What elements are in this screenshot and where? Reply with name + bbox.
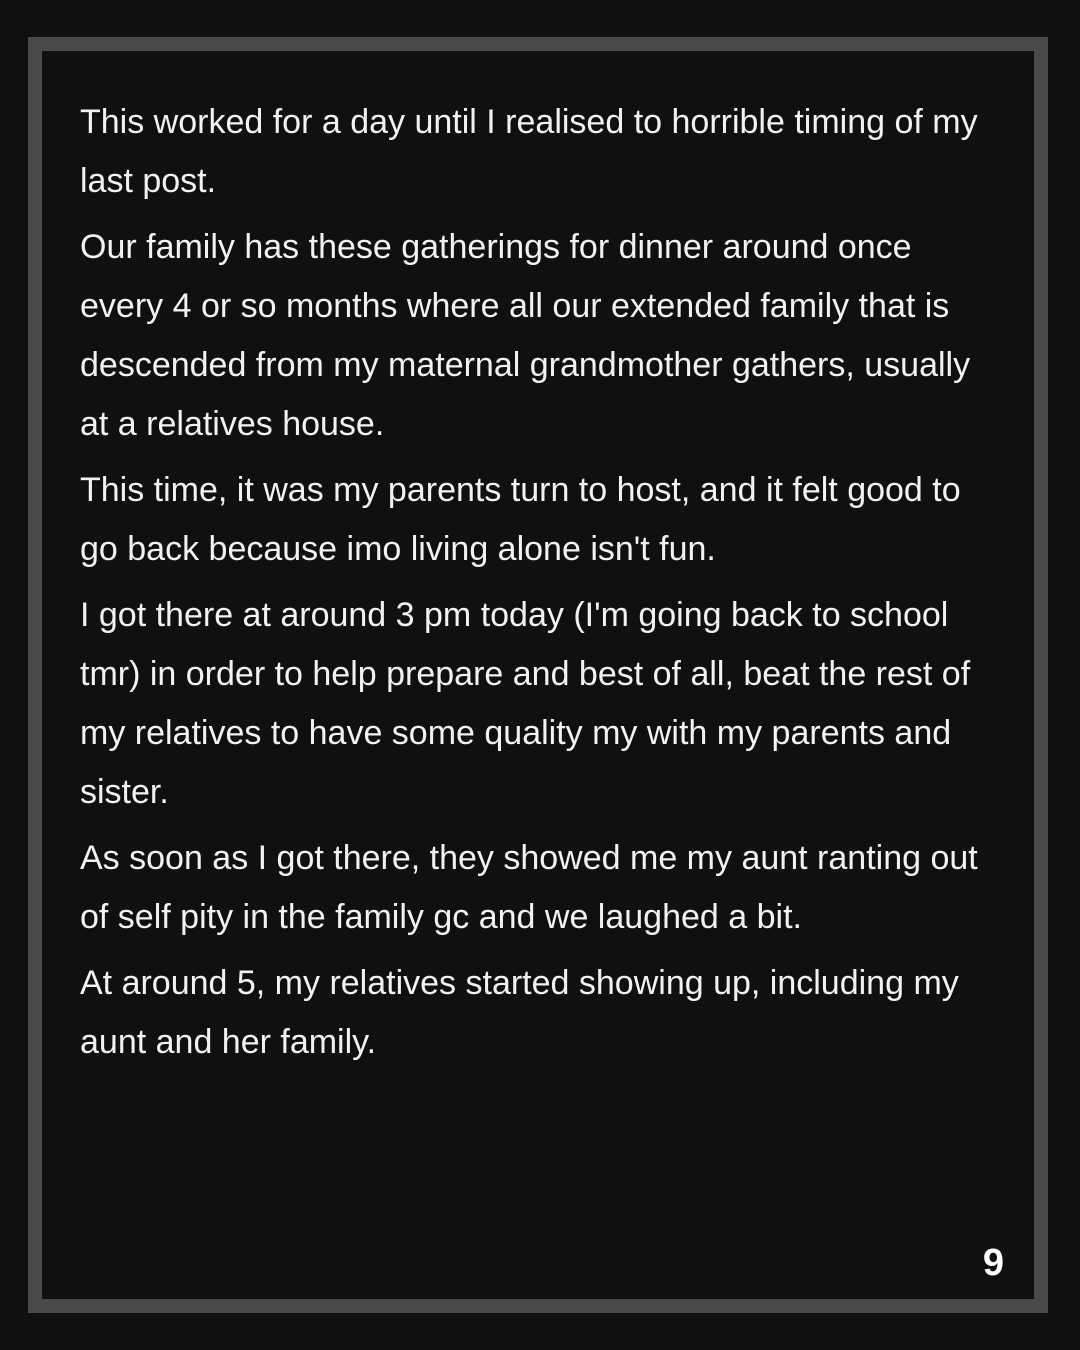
story-text (80, 93, 1000, 1079)
paragraph-1: This worked for a day until I realised to horrible timing of my last post. (80, 103, 978, 200)
paragraph-5: As soon as I got there, they showed me my aunt ranting out of self pity in the family gc and we laughed a bit. (80, 839, 978, 936)
paragraph-2: Our family has these gatherings for dinner around once every 4 or so months where all our extended family that is descended from my maternal grandmother gathers, usually at a relatives house. (80, 228, 971, 443)
page-number: 9 (982, 1242, 1004, 1284)
paragraph-6: At around 5, my relatives started showing up, including my aunt and her family. (80, 964, 959, 1061)
paragraph-4: I got there at around 3 pm today (I'm going back to school tmr) in order to help prepare and best of all, beat the rest of my relatives to have some quality my with my parents and sister. (80, 596, 971, 811)
paragraph-3: This time, it was my parents turn to host, and it felt good to go back because imo living alone isn't fun. (80, 471, 961, 568)
story-card (28, 37, 1048, 1313)
